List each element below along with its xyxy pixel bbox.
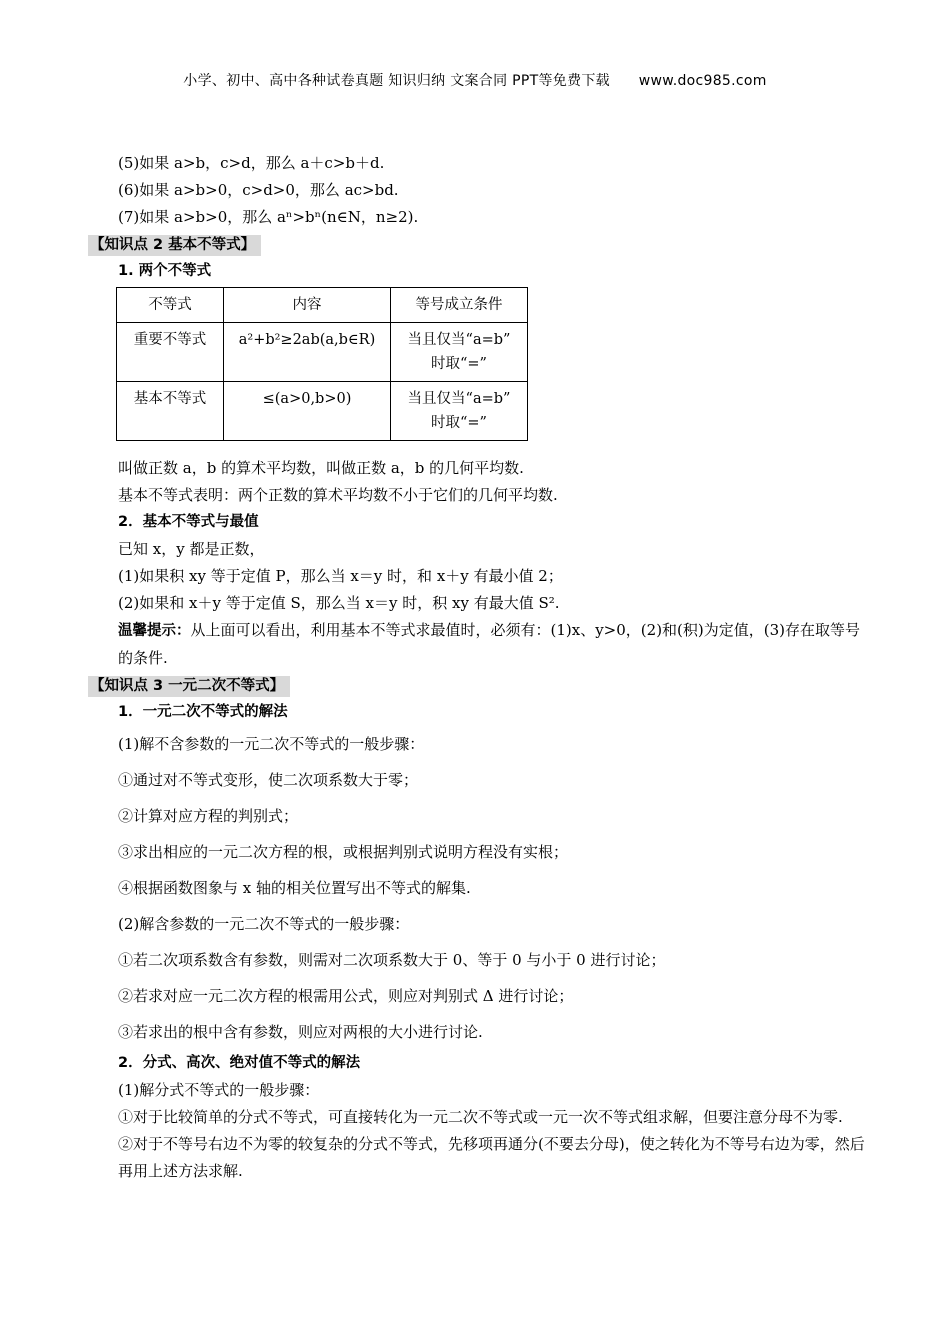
kp3-subheading-2: 2．分式、高次、绝对值不等式的解法 xyxy=(118,1055,361,1071)
step-line: ②计算对应方程的判别式； xyxy=(118,807,299,825)
step-line: (2)解含参数的一元二次不等式的一般步骤： xyxy=(118,915,410,933)
fraction-steps-title: (1)解分式不等式的一般步骤： xyxy=(118,1081,320,1099)
table-header: 等号成立条件 xyxy=(391,288,528,323)
kp3-heading: 【知识点 3 一元二次不等式】 xyxy=(88,676,290,697)
step-line: (1)解不含参数的一元二次不等式的一般步骤： xyxy=(118,735,425,753)
kp2-subheading-1: 1. 两个不等式 xyxy=(118,263,212,279)
property-6: (6)如果 a>b>0，c>d>0，那么 ac>bd. xyxy=(118,181,399,199)
tip-label: 温馨提示： xyxy=(118,623,191,639)
inequality-table xyxy=(116,287,528,441)
condition-line: 当且仅当“a=b” xyxy=(407,391,511,407)
property-7: (7)如果 a>b>0，那么 aⁿ>bⁿ(n∈N，n≥2). xyxy=(118,208,419,226)
fraction-step-2: ②对于不等号右边不为零的较复杂的分式不等式，先移项再通分(不要去分母)，使之转化为不等号右边为零，然后再用上述方法求解. xyxy=(118,1135,865,1180)
table-cell xyxy=(391,323,528,382)
inequality-meaning: 基本不等式表明：两个正数的算术平均数不小于它们的几何平均数. xyxy=(118,486,558,504)
kp2-heading: 【知识点 2 基本不等式】 xyxy=(88,235,261,256)
header-url[interactable]: www.doc985.com xyxy=(638,73,767,89)
table-header: 不等式 xyxy=(117,288,224,323)
max-value-rule: (2)如果和 x＋y 等于定值 S，那么当 x＝y 时，积 xy 有最大值 S². xyxy=(118,594,560,612)
table-cell: 基本不等式 xyxy=(117,382,224,441)
table-header: 内容 xyxy=(224,288,391,323)
step-line: ①通过对不等式变形，使二次项系数大于零； xyxy=(118,771,419,789)
kp2-subheading-2: 2．基本不等式与最值 xyxy=(118,514,259,530)
fraction-step-1: ①对于比较简单的分式不等式，可直接转化为一元二次不等式或一元一次不等式组求解，但要注意分母不为零. xyxy=(118,1108,843,1126)
header-text: 小学、初中、高中各种试卷真题 知识归纳 文案合同 PPT等免费下载 xyxy=(183,73,610,89)
table-row xyxy=(117,323,528,382)
table-cell: 重要不等式 xyxy=(117,323,224,382)
condition-line: 时取“=” xyxy=(431,415,487,431)
step-line: ③若求出的根中含有参数，则应对两根的大小进行讨论. xyxy=(118,1023,483,1041)
table-cell: ≤(a>0,b>0) xyxy=(224,382,391,441)
table-cell: a²+b²≥2ab(a,b∈R) xyxy=(224,323,391,382)
min-value-rule: (1)如果积 xy 等于定值 P，那么当 x＝y 时，和 x＋y 有最小值 2； xyxy=(118,567,563,585)
property-5: (5)如果 a>b，c>d，那么 a＋c>b＋d. xyxy=(118,154,385,172)
tip-text: 从上面可以看出，利用基本不等式求最值时，必须有：(1)x、y>0，(2)和(积)为定值，(3)存在取等号的条件. xyxy=(118,621,860,667)
table-cell xyxy=(391,382,528,441)
page-header xyxy=(0,70,950,90)
tip-paragraph xyxy=(88,617,868,672)
main-content xyxy=(88,150,868,1185)
condition-line: 时取“=” xyxy=(431,356,487,372)
condition-line: 当且仅当“a=b” xyxy=(407,332,511,348)
step-line: ②若求对应一元二次方程的根需用公式，则应对判别式 Δ 进行讨论； xyxy=(118,987,574,1005)
given-text: 已知 x，y 都是正数， xyxy=(118,540,265,558)
table-row xyxy=(117,382,528,441)
table-header-row xyxy=(117,288,528,323)
mean-definition: 叫做正数 a，b 的算术平均数，叫做正数 a，b 的几何平均数. xyxy=(118,459,524,477)
kp3-subheading-1: 1．一元二次不等式的解法 xyxy=(118,704,288,720)
step-line: ①若二次项系数含有参数，则需对二次项系数大于 0、等于 0 与小于 0 进行讨论； xyxy=(118,951,666,969)
step-line: ④根据函数图象与 x 轴的相关位置写出不等式的解集. xyxy=(118,879,471,897)
step-line: ③求出相应的一元二次方程的根，或根据判别式说明方程没有实根； xyxy=(118,843,569,861)
